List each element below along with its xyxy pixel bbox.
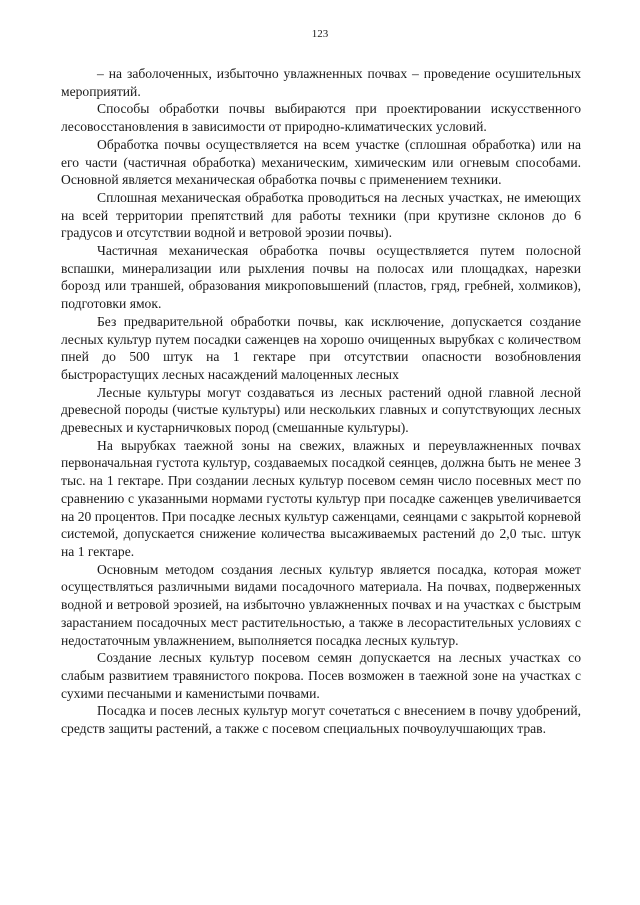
- paragraph: Создание лесных культур посевом семян допускается на лесных участках со слабым развитием травянистого покрова. Посев возможен в таежной зоне на участках с сухими песчаными и каменистыми почвами.: [61, 650, 581, 701]
- paragraph: Способы обработки почвы выбираются при проектировании искусственного лесовосстановления в зависимости от природно-климатических условий.: [61, 101, 581, 135]
- paragraph: Обработка почвы осуществляется на всем участке (сплошная обработка) или на его части (частичная обработка) механическим, химическим или огневым способами. Основной является механическая обработка почвы с применением техники.: [61, 136, 581, 188]
- page-number: 123: [311, 28, 329, 40]
- paragraph: Посадка и посев лесных культур могут сочетаться с внесением в почву удобрений, средств защиты растений, а также с посевом специальных почвоулучшающих трав.: [61, 703, 581, 737]
- paragraph: – на заболоченных, избыточно увлажненных почвах – проведение осушительных мероприятий.: [61, 66, 581, 99]
- paragraph: Частичная механическая обработка почвы осуществляется путем полосной вспашки, минерализации или рыхления почвы на полосах или площадках, нарезки борозд или траншей, образования микроповышений (пластов, гряд, гребней, холмиков), подготовки ямок.: [61, 243, 581, 312]
- paragraph: На вырубках таежной зоны на свежих, влажных и переувлажненных почвах первоначальная густота культур, создаваемых посадкой сеянцев, должна быть не менее 3 тыс. на 1 гектаре. При создании лесных культур посевом семян число посевных мест по сравнению с указанными нормами густоты культур при посадке саженцев увеличивается на 20 процентов. При посадке лесных культур саженцами, сеянцами с закрытой корневой системой, допускается снижение количества высаживаемых растений до 2,0 тыс. штук на 1 гектаре.: [61, 437, 581, 559]
- document-body: [61, 65, 581, 738]
- paragraph: Основным методом создания лесных культур является посадка, которая может осуществляться различными видами посадочного материала. На почвах, подверженных водной и ветровой эрозией, на избыточно увлажненных почвах и на участках с быстрым зарастанием посадочных мест растительностью, а также в лесорастительных условиях с недостаточным увлажнением, выполняется посадка лесных культур.: [61, 561, 581, 648]
- paragraph: Лесные культуры могут создаваться из лесных растений одной главной лесной древесной породы (чистые культуры) или нескольких главных и сопутствующих лесных древесных и кустарничковых пород (смешанные культуры).: [61, 384, 581, 436]
- paragraph: Без предварительной обработки почвы, как исключение, допускается создание лесных культур путем посадки саженцев на хорошо очищенных вырубках с количеством пней до 500 штук на 1 гектаре при отсутствии опасности возобновления быстрорастущих лесных насаждений малоценных лесных: [61, 313, 581, 382]
- paragraph: Сплошная механическая обработка проводиться на лесных участках, не имеющих на всей территории препятствий для работы техники (при крутизне склонов до 6 градусов и отсутствии водной и ветровой эрозии почвы).: [61, 189, 581, 241]
